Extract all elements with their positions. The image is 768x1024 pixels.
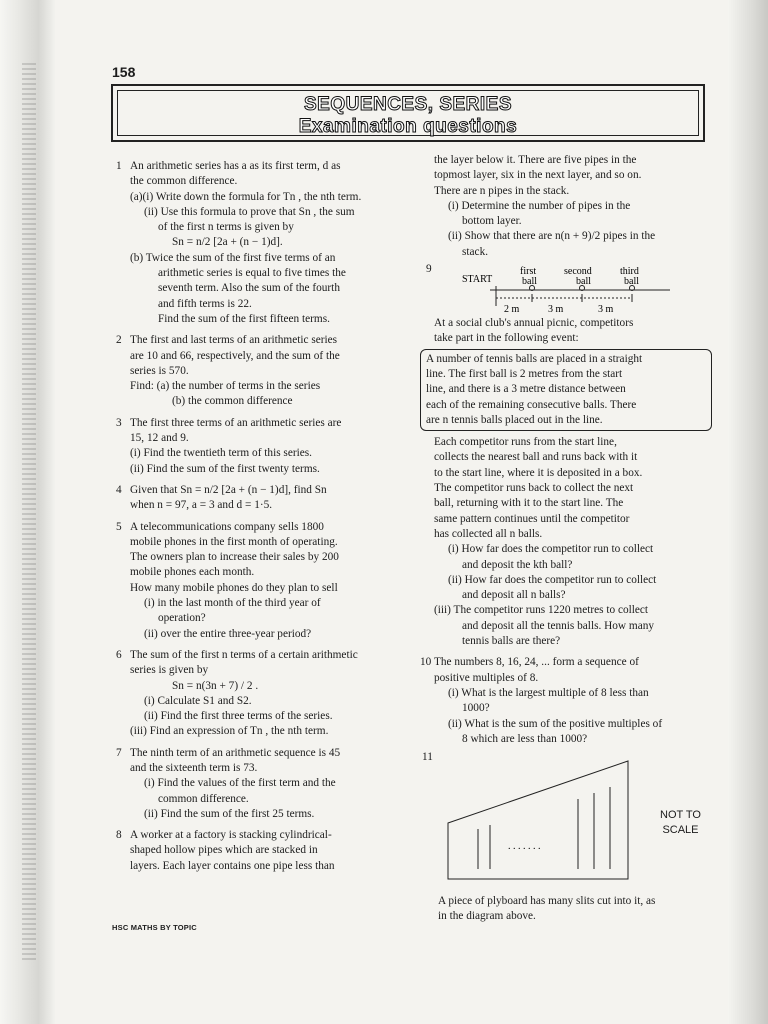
footer: HSC MATHS BY TOPIC <box>112 923 197 932</box>
line-text: (ii) Use this formula to prove that Sn , the sum <box>144 205 355 218</box>
not-to-scale-line-2: SCALE <box>662 824 699 836</box>
line-text: Find: (a) the number of terms in the series <box>130 380 321 393</box>
scan-edge-left <box>0 0 55 1024</box>
text-line <box>420 542 712 557</box>
text-line <box>116 312 406 327</box>
text-line <box>420 588 712 603</box>
line-text: (i) Calculate S1 and S2. <box>144 694 252 707</box>
title-inner-border <box>117 90 699 136</box>
boxed-rules <box>420 349 712 431</box>
line-text: The owners plan to increase their sales by 200 <box>130 551 339 564</box>
text-line <box>116 761 406 776</box>
line-text: There are n pipes in the stack. <box>434 184 570 197</box>
text-line <box>420 229 712 244</box>
line-text: (ii) over the entire three-year period? <box>144 627 312 640</box>
text-line <box>116 251 406 266</box>
line-text: (ii) Find the sum of the first 25 terms. <box>144 807 315 820</box>
ball-label-second: second <box>564 266 592 278</box>
boxed-line: line, and there is a 3 metre distance between <box>426 383 626 396</box>
boxed-line: line. The first ball is 2 metres from the start <box>426 367 623 380</box>
ball-word-3: ball <box>624 276 639 288</box>
line-text: same pattern continues until the competitor <box>434 512 630 525</box>
text-line <box>420 331 712 346</box>
line-text: has collected all n balls. <box>434 527 543 540</box>
ball-label-third: third <box>620 266 639 278</box>
line-text: The ninth term of an arithmetic sequence is 45 <box>130 746 341 759</box>
line-text: series is 570. <box>130 364 189 377</box>
text-line <box>420 558 712 573</box>
question-11-diagram <box>422 751 658 924</box>
line-text: ball, returning with it to the start line. The <box>434 497 624 510</box>
line-text: the common difference. <box>130 175 238 188</box>
line-text: (i) Find the values of the first term and the <box>144 777 336 790</box>
caption-line-2: in the diagram above. <box>438 910 536 922</box>
line-text: At a social club's annual picnic, competitors <box>434 317 634 330</box>
line-text: arithmetic series is equal to five times the <box>158 267 346 280</box>
text-line <box>420 527 712 542</box>
not-to-scale-line-1: NOT TO <box>660 809 701 821</box>
line-text: are 10 and 66, respectively, and the sum of the <box>130 349 340 362</box>
text-line <box>420 245 712 260</box>
question-6-start <box>116 648 406 663</box>
question-number: 10 <box>420 656 432 669</box>
line-text: topmost layer, six in the next layer, and so on. <box>434 169 642 182</box>
line-text: Sn = n(3n + 7) / 2 . <box>172 679 259 692</box>
line-text: Find the sum of the first fifteen terms. <box>158 312 330 325</box>
line-text: (b) Twice the sum of the first five terms of an <box>130 251 336 264</box>
text-line <box>420 466 712 481</box>
text-line <box>116 349 406 364</box>
ball-word-2: ball <box>576 276 591 288</box>
line-text: (i) Find the twentieth term of this series. <box>130 447 312 460</box>
line-text: Each competitor runs from the start line, <box>434 436 617 449</box>
text-line <box>420 512 712 527</box>
page-title: SEQUENCES, SERIES <box>303 94 513 115</box>
text-line <box>116 565 406 580</box>
text-line <box>116 679 406 694</box>
line-text: collects the nearest ball and runs back with it <box>434 451 638 464</box>
text-line <box>116 364 406 379</box>
line-text: and deposit all the tennis balls. How many <box>462 619 655 632</box>
line-text: (ii) How far does the competitor run to collect <box>448 573 657 586</box>
text-line <box>116 694 406 709</box>
line-text: of the first n terms is given by <box>158 221 294 234</box>
line-text: to the start line, where it is deposited in a box. <box>434 466 643 479</box>
text-line <box>116 859 406 874</box>
line-text: (a)(i) Write down the formula for Tn , the nth term. <box>130 190 362 203</box>
text-line <box>420 184 712 199</box>
line-text: (iii) Find an expression of Tn , the nth term. <box>130 725 329 738</box>
text-line <box>116 550 406 565</box>
line-text: (ii) Find the sum of the first twenty terms. <box>130 462 320 475</box>
line-text: 15, 12 and 9. <box>130 432 189 445</box>
text-line <box>420 619 712 634</box>
text-line <box>116 431 406 446</box>
distance-label-2: 3 m <box>548 304 564 316</box>
caption-line-1: A piece of plyboard has many slits cut into it, as <box>438 895 656 907</box>
line-text: (iii) The competitor runs 1220 metres to collect <box>434 604 649 617</box>
line-text: and deposit the kth ball? <box>462 558 573 571</box>
text-line <box>420 496 712 511</box>
not-to-scale-label <box>660 808 701 838</box>
slit-continuation-dots: . . . . . . . <box>508 841 541 852</box>
line-text: (ii) What is the sum of the positive multiples of <box>448 717 663 730</box>
text-line <box>420 573 712 588</box>
right-column <box>420 153 712 747</box>
line-text: (i) Determine the number of pipes in the <box>448 199 631 212</box>
question-number: 1 <box>116 160 122 172</box>
line-text: shaped hollow pipes which are stacked in <box>130 844 318 857</box>
question-1-start <box>116 159 406 174</box>
text-line <box>116 498 406 513</box>
text-line <box>420 701 712 716</box>
question-9-10-text <box>420 435 712 747</box>
distance-label-3: 3 m <box>598 304 614 316</box>
text-line <box>420 603 712 618</box>
text-line <box>116 266 406 281</box>
text-line <box>420 199 712 214</box>
text-line <box>116 807 406 822</box>
question-4-start <box>116 483 406 498</box>
distance-label-1: 2 m <box>504 304 520 316</box>
line-text: tennis balls are there? <box>462 635 561 648</box>
scan-edge-right <box>728 0 768 1024</box>
text-line <box>420 732 712 747</box>
line-text: A worker at a factory is stacking cylindrical- <box>130 829 332 842</box>
line-text: layers. Each layer contains one pipe less than <box>130 859 335 872</box>
text-line <box>116 379 406 394</box>
text-line <box>420 153 712 168</box>
question-5-start <box>116 520 406 535</box>
line-text: The sum of the first n terms of a certain arithmetic <box>130 648 358 661</box>
text-line <box>116 663 406 678</box>
text-line <box>420 686 712 701</box>
ball-label-first: first <box>520 266 537 278</box>
text-line <box>420 481 712 496</box>
start-label: START <box>462 274 493 286</box>
line-text: How many mobile phones do they plan to sell <box>130 581 338 594</box>
question-number: 8 <box>116 829 122 842</box>
line-text: An arithmetic series has a as its first term, d as <box>130 160 341 172</box>
question-9-diagram <box>420 264 712 316</box>
line-text: (ii) Show that there are n(n + 9)/2 pipes in the <box>448 230 656 243</box>
text-line <box>420 671 712 686</box>
line-text: stack. <box>462 245 489 258</box>
text-line <box>116 220 406 235</box>
text-line <box>116 627 406 642</box>
line-text: (ii) Find the first three terms of the series. <box>144 710 333 723</box>
question-8-start <box>116 828 406 843</box>
line-text: take part in the following event: <box>434 332 579 345</box>
line-text: The competitor runs back to collect the next <box>434 482 634 495</box>
line-text: (i) How far does the competitor run to collect <box>448 543 654 556</box>
line-text: bottom layer. <box>462 215 522 228</box>
text-line <box>116 611 406 626</box>
text-line <box>116 190 406 205</box>
question-number: 4 <box>116 483 122 496</box>
plyboard-outline <box>448 761 628 879</box>
line-text: operation? <box>158 612 206 625</box>
text-line <box>116 297 406 312</box>
line-text: Given that Sn = n/2 [2a + (n − 1)d], find Sn <box>130 483 327 496</box>
text-line <box>116 792 406 807</box>
line-text: mobile phones each month. <box>130 566 255 579</box>
question-9-intro <box>420 316 712 347</box>
question-number: 5 <box>116 520 122 533</box>
line-text: Sn = n/2 [2a + (n − 1)d]. <box>172 236 283 249</box>
text-line <box>420 717 712 732</box>
text-line <box>116 581 406 596</box>
text-line <box>116 596 406 611</box>
page-number: 158 <box>112 64 136 80</box>
question-8-continuation <box>420 153 712 260</box>
text-line <box>116 724 406 739</box>
text-line <box>116 174 406 189</box>
boxed-line: A number of tennis balls are placed in a straight <box>426 352 643 365</box>
text-line <box>116 776 406 791</box>
line-text: and deposit all n balls? <box>462 589 566 602</box>
line-text: The first and last terms of an arithmetic series <box>130 334 338 347</box>
text-line <box>420 435 712 450</box>
line-text: (i) What is the largest multiple of 8 less than <box>448 686 649 699</box>
question-number: 3 <box>116 416 122 429</box>
line-text: The first three terms of an arithmetic series are <box>130 416 342 429</box>
text-line <box>116 281 406 296</box>
question-number: 9 <box>426 263 432 276</box>
line-text: the layer below it. There are five pipes in the <box>434 154 637 166</box>
line-text: The numbers 8, 16, 24, ... form a sequence of <box>434 656 639 669</box>
boxed-line: are n tennis balls placed out in the line. <box>426 413 603 426</box>
plyboard-diagram <box>438 755 658 885</box>
line-text: (b) the common difference <box>172 395 293 408</box>
question-number: 11 <box>422 751 433 763</box>
text-line <box>116 462 406 477</box>
text-line <box>420 450 712 465</box>
line-text: and fifth terms is 22. <box>158 297 252 310</box>
boxed-line: each of the remaining consecutive balls. There <box>426 398 637 411</box>
title-box <box>111 84 705 142</box>
text-line <box>116 446 406 461</box>
line-text: 1000? <box>462 702 490 715</box>
text-line <box>116 843 406 858</box>
text-line <box>116 235 406 250</box>
line-text: 8 which are less than 1000? <box>462 732 588 745</box>
text-line <box>116 394 406 409</box>
line-text: common difference. <box>158 792 249 805</box>
text-line <box>420 316 712 331</box>
line-text: when n = 97, a = 3 and d = 1·5. <box>130 499 273 512</box>
question-number: 2 <box>116 334 122 347</box>
line-text: series is given by <box>130 664 209 677</box>
ball-word-1: ball <box>522 276 537 288</box>
text-line <box>420 214 712 229</box>
question-2-start <box>116 333 406 348</box>
text-line <box>420 168 712 183</box>
line-text: positive multiples of 8. <box>434 671 539 684</box>
question-7-start <box>116 746 406 761</box>
text-line <box>420 634 712 649</box>
line-text: A telecommunications company sells 1800 <box>130 520 324 533</box>
left-column <box>116 153 406 874</box>
line-text: (i) in the last month of the third year of <box>144 597 321 610</box>
question-10-start <box>420 655 712 670</box>
text-line <box>116 205 406 220</box>
line-text: mobile phones in the first month of operating. <box>130 535 338 548</box>
text-line <box>116 535 406 550</box>
text-line <box>116 709 406 724</box>
question-number: 7 <box>116 746 122 759</box>
page-subtitle: Examination questions <box>298 116 518 137</box>
line-text: seventh term. Also the sum of the fourth <box>158 282 340 295</box>
line-text: and the sixteenth term is 73. <box>130 761 258 774</box>
ball-line-diagram <box>460 264 710 316</box>
question-number: 6 <box>116 648 122 661</box>
question-3-start <box>116 416 406 431</box>
